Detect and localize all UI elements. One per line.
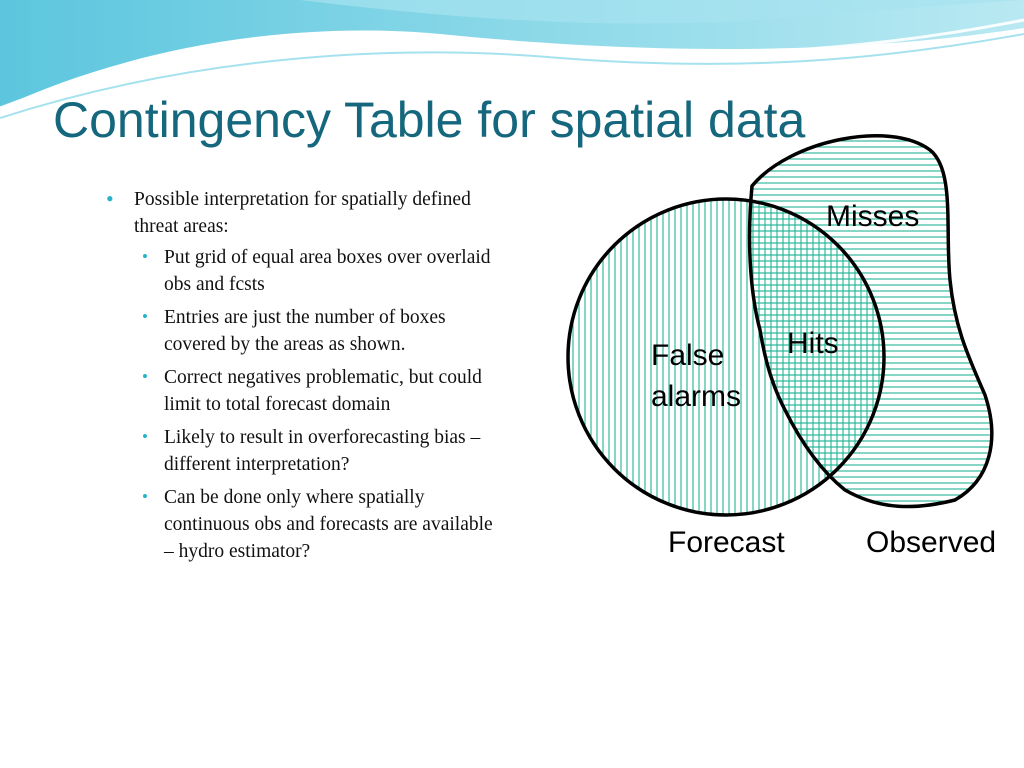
false-alarms-label-line2: alarms	[651, 380, 742, 413]
bullet-text: Possible interpretation for spatially defined threat areas:	[134, 189, 471, 237]
sub-bullet-item: • Put grid of equal area boxes over overlaid obs and fcsts	[134, 244, 505, 298]
sub-bullet-item: • Correct negatives problematic, but could limit to total forecast domain	[134, 364, 505, 418]
slide-title: Contingency Table for spatial data	[53, 92, 806, 148]
false-alarms-label-line1: False	[651, 339, 725, 372]
sub-bullet-item: • Entries are just the number of boxes covered by the areas as shown.	[134, 304, 505, 358]
sub-bullet-item: • Can be done only where spatially continuous obs and forecasts are available – hydro estimator?	[134, 484, 505, 565]
hits-label: Hits	[787, 327, 839, 360]
sub-bullet-item: • Likely to result in overforecasting bias – different interpretation?	[134, 424, 505, 478]
forecast-label: Forecast	[668, 526, 785, 559]
observed-label: Observed	[866, 526, 997, 559]
misses-label: Misses	[826, 200, 920, 233]
